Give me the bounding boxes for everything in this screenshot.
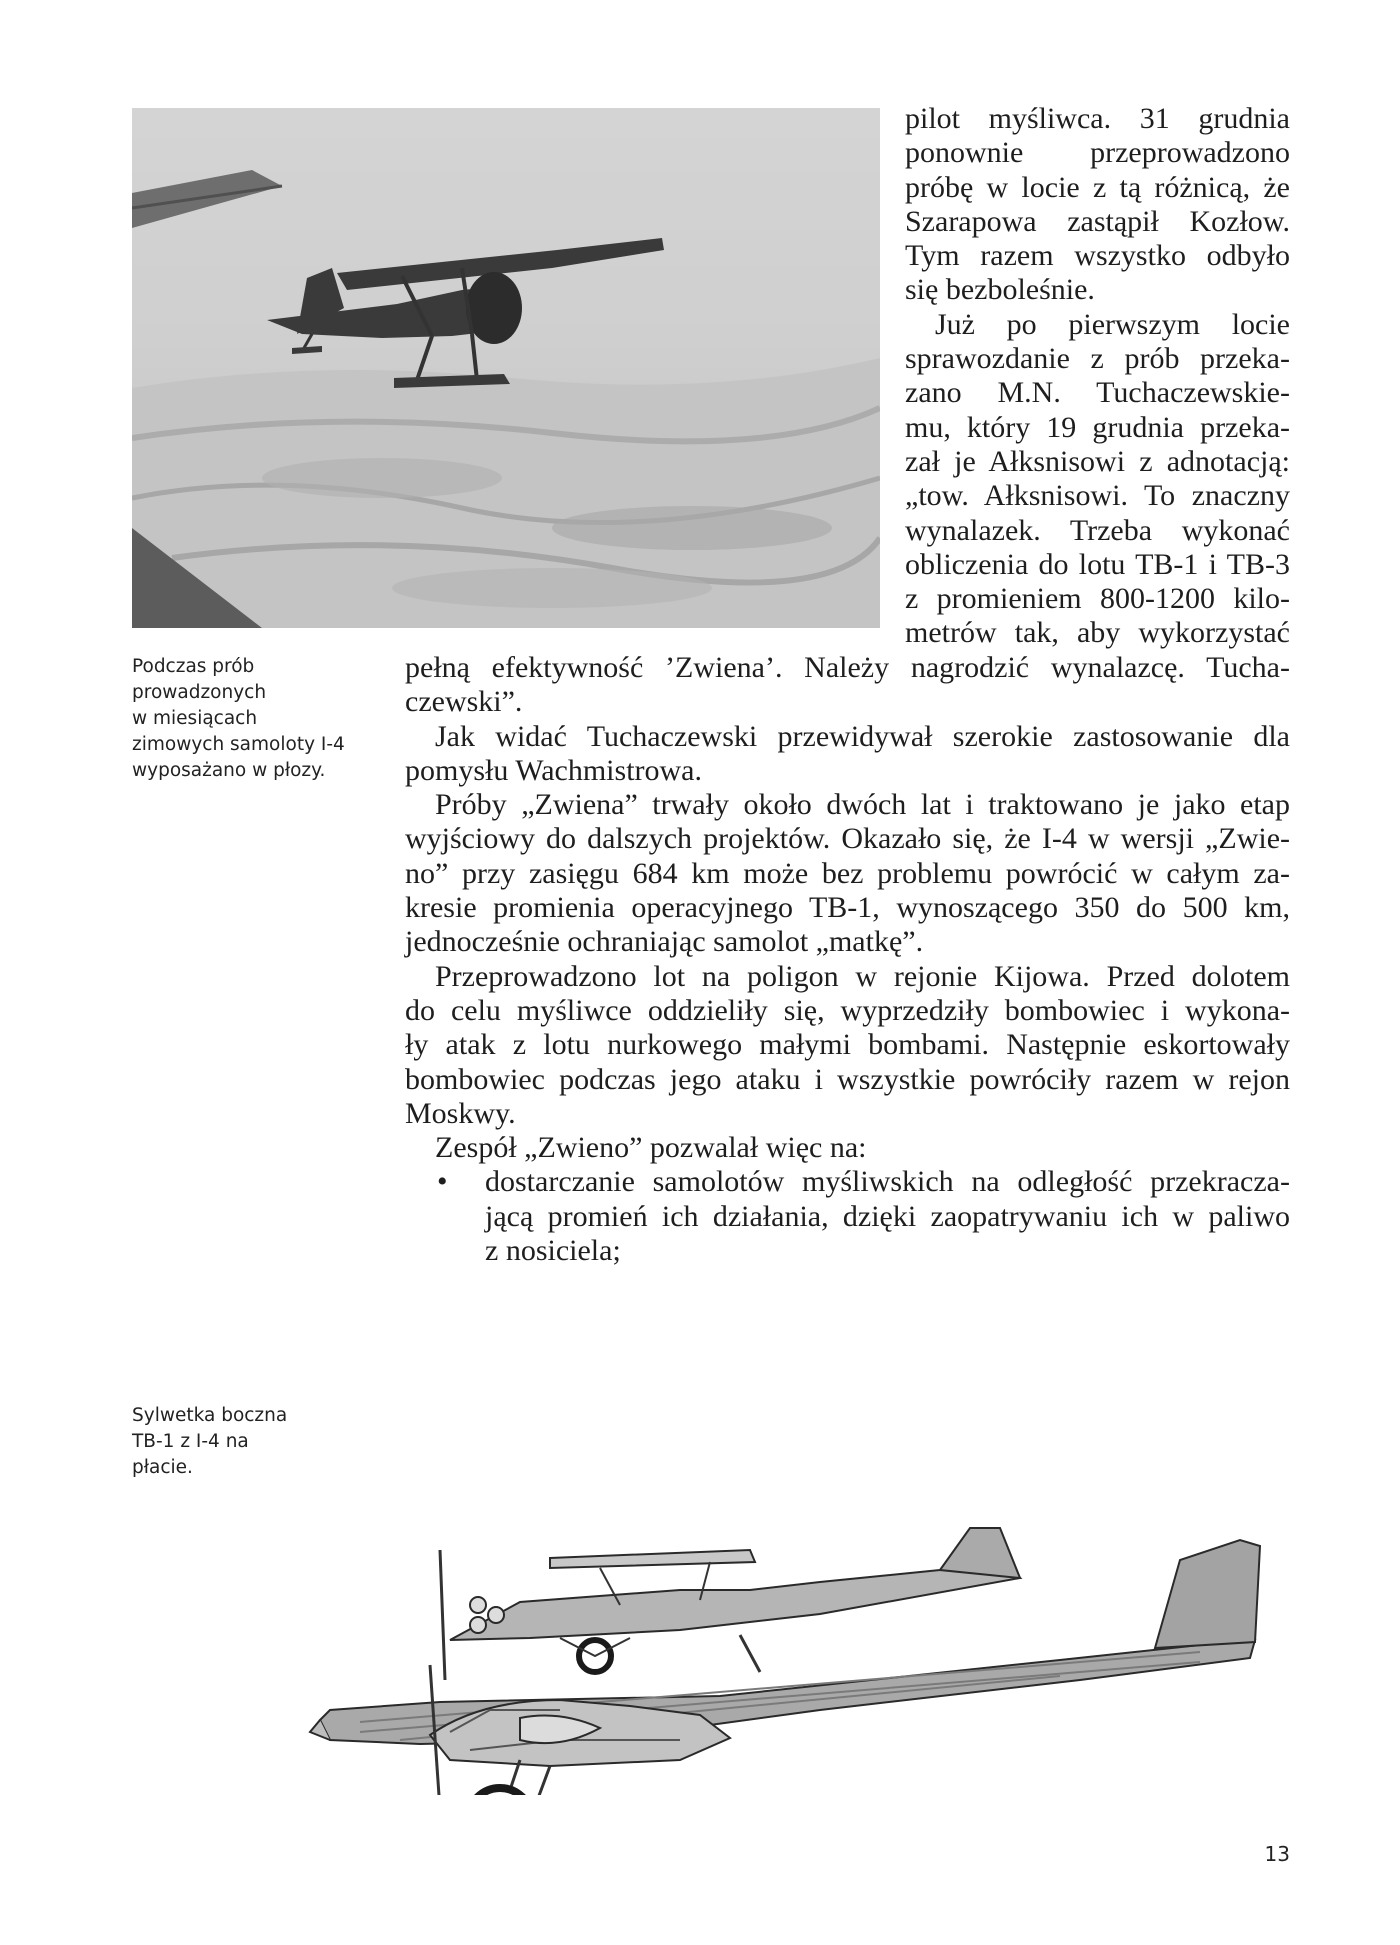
text-line: bombowiec podczas jego ataku i wszystkie powróciły razem w rejon [405, 1062, 1290, 1096]
bullet-marker: • [437, 1165, 448, 1199]
text-line: z promieniem 800-1200 kilo- [905, 582, 1290, 616]
caption-line: płacie. [132, 1457, 193, 1478]
text-line: do celu myśliwce oddzieliły się, wyprzedziły bombowiec i wykona- [405, 993, 1290, 1027]
photo-caption [132, 654, 345, 784]
caption-line: w miesiącach [132, 708, 258, 729]
column-text [905, 102, 1290, 651]
text-line: no” przy zasięgu 684 km może bez problemu powrócić w całym za- [405, 856, 1290, 890]
text-line: zano M.N. Tuchaczewskie- [905, 376, 1290, 410]
bullet-item [405, 1165, 1290, 1199]
text-line: się bezboleśnie. [905, 273, 1095, 307]
text-line: zał je Ałksnisowi z adnotacją: [905, 444, 1290, 478]
text-line: Próby „Zwiena” trwały około dwóch lat i traktowano je jako etap [435, 788, 1290, 822]
text-line: kresie promienia operacyjnego TB-1, wynoszącego 350 do 500 km, [405, 891, 1290, 925]
caption-line: zimowych samoloty I-4 [132, 734, 345, 755]
photo-i4-on-skis [132, 108, 880, 628]
text-line: obliczenia do lotu TB-1 i TB-3 [905, 547, 1290, 581]
drawing-caption [132, 1403, 287, 1481]
text-line: jącą promień ich działania, dzięki zaopatrywaniu ich w paliwo [485, 1199, 1290, 1233]
caption-line: Podczas prób [132, 656, 255, 677]
text-line: sprawozdanie z prób przeka- [905, 342, 1290, 376]
main-text [405, 651, 1290, 1268]
text-line: wynalazek. Trzeba wykonać [905, 513, 1290, 547]
text-line: Szarapowa zastąpił Kozłow. [905, 204, 1290, 238]
text-line: z nosiciela; [485, 1234, 621, 1268]
text-line: Tym razem wszystko odbyło [905, 239, 1290, 273]
tb1-i4-side-drawing [300, 1410, 1280, 1795]
caption-line: Sylwetka boczna [132, 1405, 288, 1426]
text-line: pomysłu Wachmistrowa. [405, 753, 702, 787]
text-line: pilot myśliwca. 31 grudnia [905, 102, 1290, 135]
caption-line: TB-1 z I-4 na [132, 1431, 249, 1452]
text-line: Przeprowadzono lot na poligon w rejonie Kijowa. Przed dolotem [435, 959, 1290, 993]
caption-line: prowadzonych [132, 682, 267, 703]
text-line: próbę w locie z tą różnicą, że [905, 170, 1290, 204]
page-number: 13 [1264, 1842, 1290, 1866]
text-line: Już po pierwszym locie [935, 307, 1290, 341]
text-line: pełną efektywność ’Zwiena’. Należy nagrodzić wynalazcę. Tucha- [405, 651, 1290, 684]
text-line: jednocześnie ochraniając samolot „matkę”. [405, 925, 924, 959]
text-line: ponownie przeprowadzono [905, 136, 1290, 170]
text-line: Jak widać Tuchaczewski przewidywał szerokie zastosowanie dla [435, 719, 1290, 753]
text-line: wyjściowy do dalszych projektów. Okazało się, że I-4 w wersji „Zwie- [405, 822, 1290, 856]
text-line: mu, który 19 grudnia przeka- [905, 410, 1290, 444]
text-line: Moskwy. [405, 1096, 516, 1130]
caption-line: wyposażano w płozy. [132, 760, 326, 781]
text-line: ły atak z lotu nurkowego małymi bombami. Następnie eskortowały [405, 1028, 1290, 1062]
bullet-text: dostarczanie samolotów myśliwskich na odległość przekracza- [485, 1165, 1290, 1199]
text-line: metrów tak, aby wykorzystać [905, 616, 1290, 650]
text-line: Zespół „Zwieno” pozwalał więc na: [435, 1131, 867, 1165]
text-line: „tow. Ałksnisowi. To znaczny [905, 479, 1290, 513]
text-line: czewski”. [405, 685, 523, 719]
